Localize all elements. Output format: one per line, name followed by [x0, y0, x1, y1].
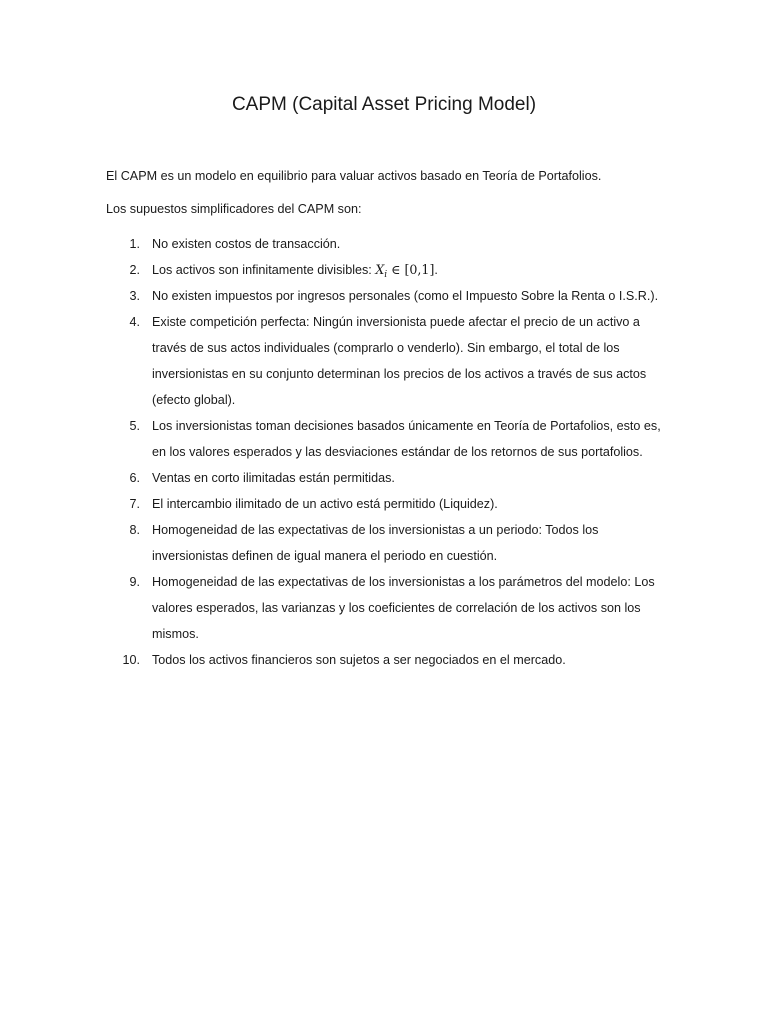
list-item-period: .	[434, 263, 438, 277]
assumptions-lead: Los supuestos simplificadores del CAPM son:	[106, 202, 362, 216]
list-item-text: Todos los activos financieros son sujetos a ser negociados en el mercado.	[152, 653, 566, 667]
list-item-text: Los activos son infinitamente divisibles:	[152, 263, 376, 277]
list-item-text: No existen impuestos por ingresos personales (como el Impuesto Sobre la Renta o I.S.R.).	[152, 289, 659, 303]
list-item-number: 1.	[129, 237, 140, 251]
list-item-text: Los inversionistas toman decisiones basados únicamente en Teoría de Portafolios, esto es, en los valores esperados y las desviaciones estándar de los retornos de sus portafolios.	[152, 419, 661, 459]
list-item	[106, 231, 666, 257]
math-interval: ∈ [0,1]	[387, 262, 435, 277]
list-item-text: No existen costos de transacción.	[152, 237, 341, 251]
list-item-number: 3.	[129, 289, 140, 303]
math-variable: X	[375, 262, 385, 277]
math-subscript: i	[384, 270, 388, 280]
list-item-number: 7.	[129, 497, 140, 511]
list-item	[106, 465, 666, 491]
list-item	[106, 517, 666, 569]
list-item-number: 4.	[129, 315, 140, 329]
math-expression	[375, 262, 435, 280]
list-item	[106, 491, 666, 517]
list-item-text: Homogeneidad de las expectativas de los inversionistas a un periodo: Todos los inversionistas definen de igual manera el periodo en cuestión.	[152, 523, 599, 563]
list-item-text: Homogeneidad de las expectativas de los inversionistas a los parámetros del modelo: Los valores esperados, las varianzas y los coeficientes de correlación de los activos son los mismos.	[152, 575, 655, 641]
document-title: CAPM (Capital Asset Pricing Model)	[231, 94, 537, 115]
list-item-number: 2.	[129, 263, 140, 277]
list-item	[106, 569, 666, 647]
intro-paragraph: El CAPM es un modelo en equilibrio para valuar activos basado en Teoría de Portafolios.	[106, 169, 602, 183]
list-item-text: El intercambio ilimitado de un activo está permitido (Liquidez).	[152, 497, 498, 511]
list-item	[106, 283, 666, 309]
list-item	[106, 309, 666, 413]
list-item-text: Ventas en corto ilimitadas están permitidas.	[152, 471, 395, 485]
list-item-number: 9.	[129, 575, 140, 589]
list-item-number: 10.	[122, 653, 140, 667]
list-item-number: 8.	[129, 523, 140, 537]
list-item-text: Existe competición perfecta: Ningún inversionista puede afectar el precio de un activo a través de sus actos individuales (comprarlo o venderlo). Sin embargo, el total de los inversionistas en su conjunto determinan los precios de los activos a través de sus actos (efecto global).	[152, 315, 647, 407]
list-item-number: 5.	[129, 419, 140, 433]
assumptions-list	[106, 231, 666, 673]
list-item	[106, 413, 666, 465]
list-item-number: 6.	[129, 471, 140, 485]
list-item	[106, 257, 666, 283]
list-item	[106, 647, 666, 673]
